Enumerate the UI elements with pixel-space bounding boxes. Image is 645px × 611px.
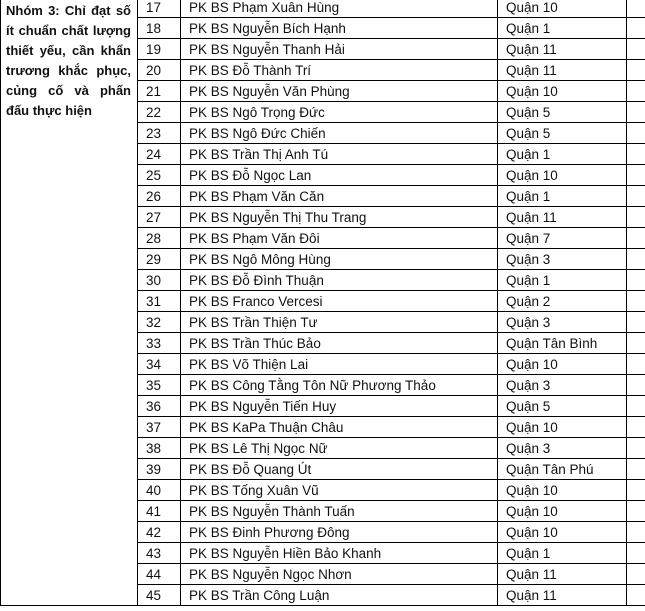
empty-cell <box>627 585 645 606</box>
clinic-name: PK BS Ngô Đức Chiến <box>181 123 498 144</box>
row-number: 33 <box>138 333 181 354</box>
empty-cell <box>627 459 645 480</box>
clinic-name: PK BS Ngô Trọng Đức <box>181 102 498 123</box>
district: Quận 5 <box>498 102 627 123</box>
clinic-table-body <box>1 0 645 606</box>
empty-cell <box>627 39 645 60</box>
clinic-name: PK BS Nguyễn Hiền Bảo Khanh <box>181 543 498 564</box>
clinic-name: PK BS Phạm Xuân Hùng <box>181 0 498 18</box>
row-number: 31 <box>138 291 181 312</box>
district: Quận 10 <box>498 354 627 375</box>
empty-cell <box>627 18 645 39</box>
clinic-name: PK BS Đỗ Đình Thuận <box>181 270 498 291</box>
empty-cell <box>627 270 645 291</box>
clinic-name: PK BS Phạm Văn Đôi <box>181 228 498 249</box>
district: Quận 10 <box>498 81 627 102</box>
empty-cell <box>627 312 645 333</box>
empty-cell <box>627 543 645 564</box>
clinic-name: PK BS Lê Thị Ngọc Nữ <box>181 438 498 459</box>
row-number: 24 <box>138 144 181 165</box>
row-number: 37 <box>138 417 181 438</box>
empty-cell <box>627 501 645 522</box>
clinic-name: PK BS Nguyễn Thị Thu Trang <box>181 207 498 228</box>
empty-cell <box>627 165 645 186</box>
empty-cell <box>627 207 645 228</box>
clinic-name: PK BS Đinh Phương Đông <box>181 522 498 543</box>
district: Quận 3 <box>498 438 627 459</box>
empty-cell <box>627 522 645 543</box>
clinic-name: PK BS Nguyễn Văn Phùng <box>181 81 498 102</box>
row-number: 18 <box>138 18 181 39</box>
clinic-name: PK BS Nguyễn Ngọc Nhơn <box>181 564 498 585</box>
district: Quận 10 <box>498 417 627 438</box>
clinic-name: PK BS Nguyễn Tiến Huy <box>181 396 498 417</box>
district: Quận 1 <box>498 270 627 291</box>
district: Quận 5 <box>498 396 627 417</box>
row-number: 29 <box>138 249 181 270</box>
district: Quận 3 <box>498 375 627 396</box>
district: Quận 11 <box>498 39 627 60</box>
clinic-name: PK BS Công Tằng Tôn Nữ Phương Thảo <box>181 375 498 396</box>
empty-cell <box>627 480 645 501</box>
row-number: 30 <box>138 270 181 291</box>
clinic-name: PK BS Trần Công Luận <box>181 585 498 606</box>
row-number: 40 <box>138 480 181 501</box>
clinic-name: PK BS KaPa Thuận Châu <box>181 417 498 438</box>
empty-cell <box>627 354 645 375</box>
empty-cell <box>627 123 645 144</box>
empty-cell <box>627 102 645 123</box>
row-number: 22 <box>138 102 181 123</box>
clinic-name: PK BS Đỗ Quang Út <box>181 459 498 480</box>
district: Quận 7 <box>498 228 627 249</box>
row-number: 41 <box>138 501 181 522</box>
empty-cell <box>627 228 645 249</box>
empty-cell <box>627 186 645 207</box>
district: Quận 10 <box>498 165 627 186</box>
empty-cell <box>627 60 645 81</box>
district: Quận 3 <box>498 312 627 333</box>
row-number: 42 <box>138 522 181 543</box>
empty-cell <box>627 564 645 585</box>
clinic-name: PK BS Trần Thị Anh Tú <box>181 144 498 165</box>
row-number: 17 <box>138 0 181 18</box>
empty-cell <box>627 417 645 438</box>
group-label: Nhóm 3: Chỉ đạt số ít chuẩn chất lượng thiết yếu, cần khẩn trương khắc phục, củng cố và phấn đấu thực hiện <box>1 0 138 606</box>
district: Quận Tân Bình <box>498 333 627 354</box>
district: Quận 11 <box>498 564 627 585</box>
district: Quận 10 <box>498 480 627 501</box>
row-number: 25 <box>138 165 181 186</box>
district: Quận 10 <box>498 501 627 522</box>
empty-cell <box>627 144 645 165</box>
row-number: 21 <box>138 81 181 102</box>
row-number: 27 <box>138 207 181 228</box>
district: Quận 1 <box>498 18 627 39</box>
clinic-name: PK BS Franco Vercesi <box>181 291 498 312</box>
district: Quận Tân Phú <box>498 459 627 480</box>
district: Quận 1 <box>498 543 627 564</box>
empty-cell <box>627 375 645 396</box>
district: Quận 11 <box>498 207 627 228</box>
clinic-name: PK BS Võ Thiện Lai <box>181 354 498 375</box>
district: Quận 1 <box>498 144 627 165</box>
empty-cell <box>627 249 645 270</box>
empty-cell <box>627 438 645 459</box>
clinic-name: PK BS Đỗ Ngọc Lan <box>181 165 498 186</box>
empty-cell <box>627 81 645 102</box>
clinic-name: PK BS Phạm Văn Căn <box>181 186 498 207</box>
empty-cell <box>627 0 645 18</box>
row-number: 36 <box>138 396 181 417</box>
district: Quận 10 <box>498 0 627 18</box>
row-number: 45 <box>138 585 181 606</box>
district: Quận 10 <box>498 522 627 543</box>
row-number: 32 <box>138 312 181 333</box>
row-number: 23 <box>138 123 181 144</box>
district: Quận 11 <box>498 585 627 606</box>
row-number: 26 <box>138 186 181 207</box>
empty-cell <box>627 396 645 417</box>
row-number: 44 <box>138 564 181 585</box>
row-number: 38 <box>138 438 181 459</box>
clinic-name: PK BS Ngô Mông Hùng <box>181 249 498 270</box>
district: Quận 3 <box>498 249 627 270</box>
district: Quận 2 <box>498 291 627 312</box>
clinic-name: PK BS Trần Thiện Tư <box>181 312 498 333</box>
row-number: 34 <box>138 354 181 375</box>
clinic-name: PK BS Nguyễn Thanh Hải <box>181 39 498 60</box>
row-number: 43 <box>138 543 181 564</box>
district: Quận 11 <box>498 60 627 81</box>
row-number: 35 <box>138 375 181 396</box>
table-row <box>1 0 645 18</box>
row-number: 39 <box>138 459 181 480</box>
empty-cell <box>627 291 645 312</box>
row-number: 28 <box>138 228 181 249</box>
clinic-name: PK BS Đỗ Thành Trí <box>181 60 498 81</box>
district: Quận 1 <box>498 186 627 207</box>
empty-cell <box>627 333 645 354</box>
clinic-name: PK BS Trần Thúc Bảo <box>181 333 498 354</box>
district: Quận 5 <box>498 123 627 144</box>
clinic-name: PK BS Tống Xuân Vũ <box>181 480 498 501</box>
row-number: 20 <box>138 60 181 81</box>
row-number: 19 <box>138 39 181 60</box>
clinic-name: PK BS Nguyễn Bích Hạnh <box>181 18 498 39</box>
clinic-name: PK BS Nguyễn Thành Tuấn <box>181 501 498 522</box>
